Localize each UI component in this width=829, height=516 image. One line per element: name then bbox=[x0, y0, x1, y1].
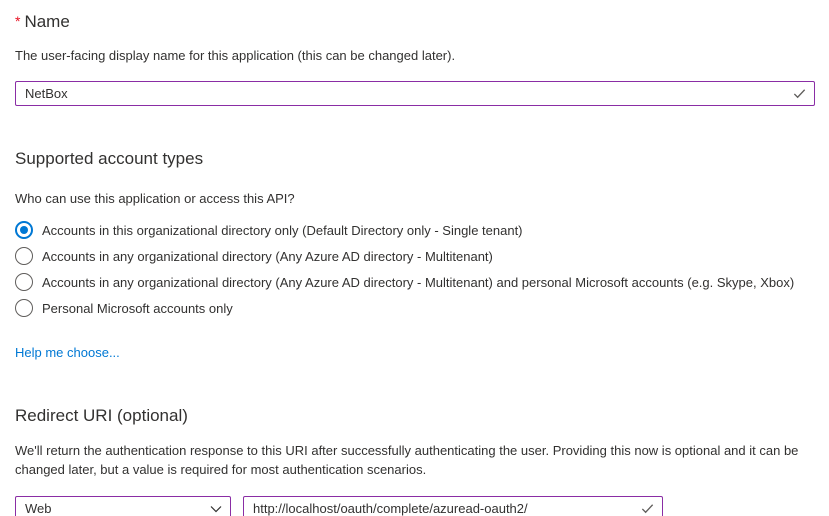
name-title-text: Name bbox=[24, 12, 70, 31]
supported-account-types-section bbox=[15, 148, 815, 362]
radio-option-multitenant[interactable] bbox=[15, 243, 815, 269]
account-types-question: Who can use this application or access this API? bbox=[15, 191, 295, 206]
platform-selected-value: Web bbox=[25, 501, 52, 516]
name-section bbox=[15, 10, 815, 106]
redirect-uri-input[interactable] bbox=[243, 496, 663, 516]
platform-select-dropdown[interactable] bbox=[15, 496, 231, 516]
redirect-uri-input-wrap bbox=[243, 496, 663, 516]
account-types-radio-group bbox=[15, 217, 815, 321]
required-asterisk: * bbox=[15, 13, 21, 29]
radio-button-icon[interactable] bbox=[15, 299, 33, 317]
radio-option-label: Personal Microsoft accounts only bbox=[42, 300, 233, 316]
radio-button-icon[interactable] bbox=[15, 273, 33, 291]
radio-option-label: Accounts in this organizational directory only (Default Directory only - Single tenant) bbox=[42, 222, 523, 238]
redirect-uri-description: We'll return the authentication response to this URI after successfully authenticating the user. Providing this now is optional and it can be changed later, but a value is required for most authentication scenarios. bbox=[15, 443, 799, 477]
redirect-uri-section bbox=[15, 405, 815, 516]
name-input[interactable] bbox=[15, 81, 815, 106]
name-description: The user-facing display name for this application (this can be changed later). bbox=[15, 48, 456, 63]
radio-option-label: Accounts in any organizational directory (Any Azure AD directory - Multitenant) and personal Microsoft accounts (e.g. Skype, Xbox) bbox=[42, 274, 795, 290]
name-input-wrap bbox=[15, 81, 815, 106]
name-section-title bbox=[15, 10, 815, 33]
radio-option-multitenant-personal[interactable] bbox=[15, 269, 815, 295]
radio-button-icon[interactable] bbox=[15, 247, 33, 265]
help-me-choose-link[interactable]: Help me choose... bbox=[15, 345, 120, 360]
radio-button-icon[interactable] bbox=[15, 221, 33, 239]
radio-option-label: Accounts in any organizational directory (Any Azure AD directory - Multitenant) bbox=[42, 248, 493, 264]
redirect-uri-title: Redirect URI (optional) bbox=[15, 406, 188, 425]
chevron-down-icon bbox=[210, 504, 222, 514]
radio-option-single-tenant[interactable] bbox=[15, 217, 815, 243]
redirect-uri-controls bbox=[15, 496, 815, 516]
account-types-title: Supported account types bbox=[15, 149, 204, 168]
radio-option-personal-only[interactable] bbox=[15, 295, 815, 321]
